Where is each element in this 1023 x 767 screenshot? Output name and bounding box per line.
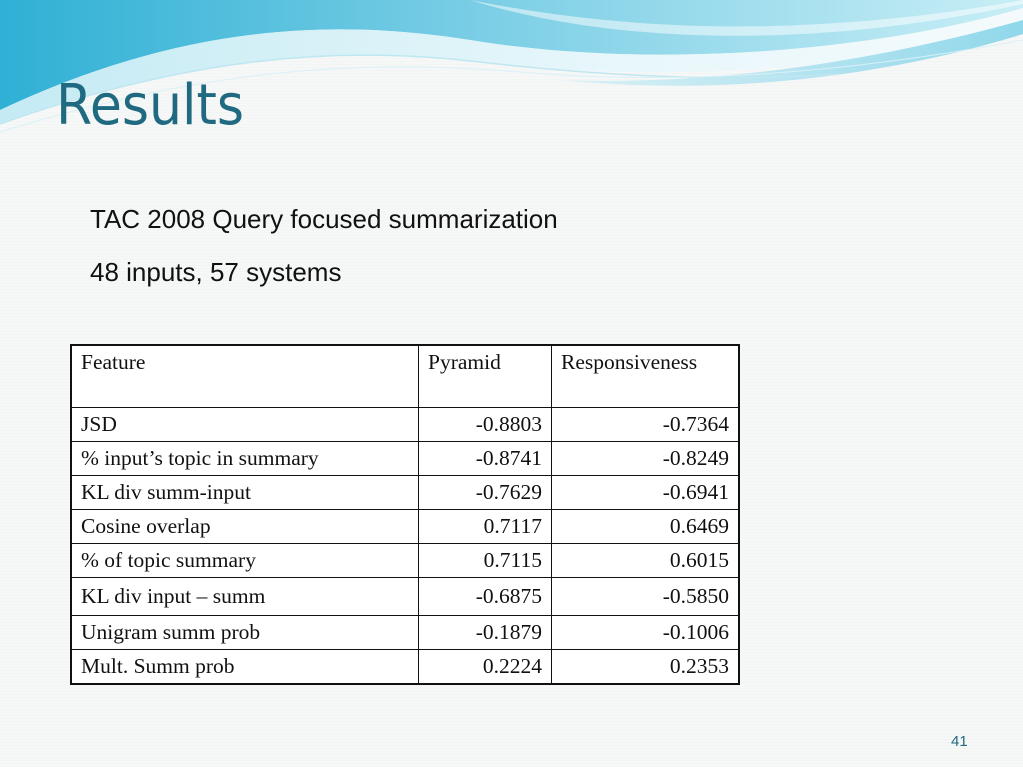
pyramid-cell: 0.7117 [419, 509, 552, 543]
table-row [71, 509, 739, 543]
table-row [71, 407, 739, 441]
column-header-responsiveness: Responsiveness [552, 345, 740, 407]
pyramid-cell: -0.6875 [419, 577, 552, 615]
feature-cell: JSD [71, 407, 419, 441]
table-row [71, 649, 739, 684]
subtitle-dataset: TAC 2008 Query focused summarization [90, 204, 558, 234]
column-header-feature: Feature [71, 345, 419, 407]
table-row [71, 543, 739, 577]
feature-cell: Unigram summ prob [71, 615, 419, 649]
pyramid-cell: -0.1879 [419, 615, 552, 649]
table-header-row [71, 345, 739, 407]
slide-title: Results [56, 73, 245, 138]
table-row [71, 475, 739, 509]
responsiveness-cell: 0.6015 [552, 543, 740, 577]
pyramid-cell: -0.8803 [419, 407, 552, 441]
feature-cell: % input’s topic in summary [71, 441, 419, 475]
responsiveness-cell: -0.6941 [552, 475, 740, 509]
responsiveness-cell: -0.1006 [552, 615, 740, 649]
responsiveness-cell: -0.5850 [552, 577, 740, 615]
subtitle-inputs-systems: 48 inputs, 57 systems [90, 257, 342, 287]
feature-cell: KL div summ-input [71, 475, 419, 509]
feature-cell: Cosine overlap [71, 509, 419, 543]
pyramid-cell: -0.8741 [419, 441, 552, 475]
feature-cell: KL div input – summ [71, 577, 419, 615]
table-row [71, 577, 739, 615]
feature-cell: Mult. Summ prob [71, 649, 419, 684]
page-number: 41 [951, 733, 968, 750]
pyramid-cell: 0.2224 [419, 649, 552, 684]
pyramid-cell: -0.7629 [419, 475, 552, 509]
table-row [71, 441, 739, 475]
responsiveness-cell: -0.7364 [552, 407, 740, 441]
feature-cell: % of topic summary [71, 543, 419, 577]
responsiveness-cell: 0.2353 [552, 649, 740, 684]
table-row [71, 615, 739, 649]
responsiveness-cell: -0.8249 [552, 441, 740, 475]
pyramid-cell: 0.7115 [419, 543, 552, 577]
column-header-pyramid: Pyramid [419, 345, 552, 407]
responsiveness-cell: 0.6469 [552, 509, 740, 543]
results-table [70, 344, 740, 685]
